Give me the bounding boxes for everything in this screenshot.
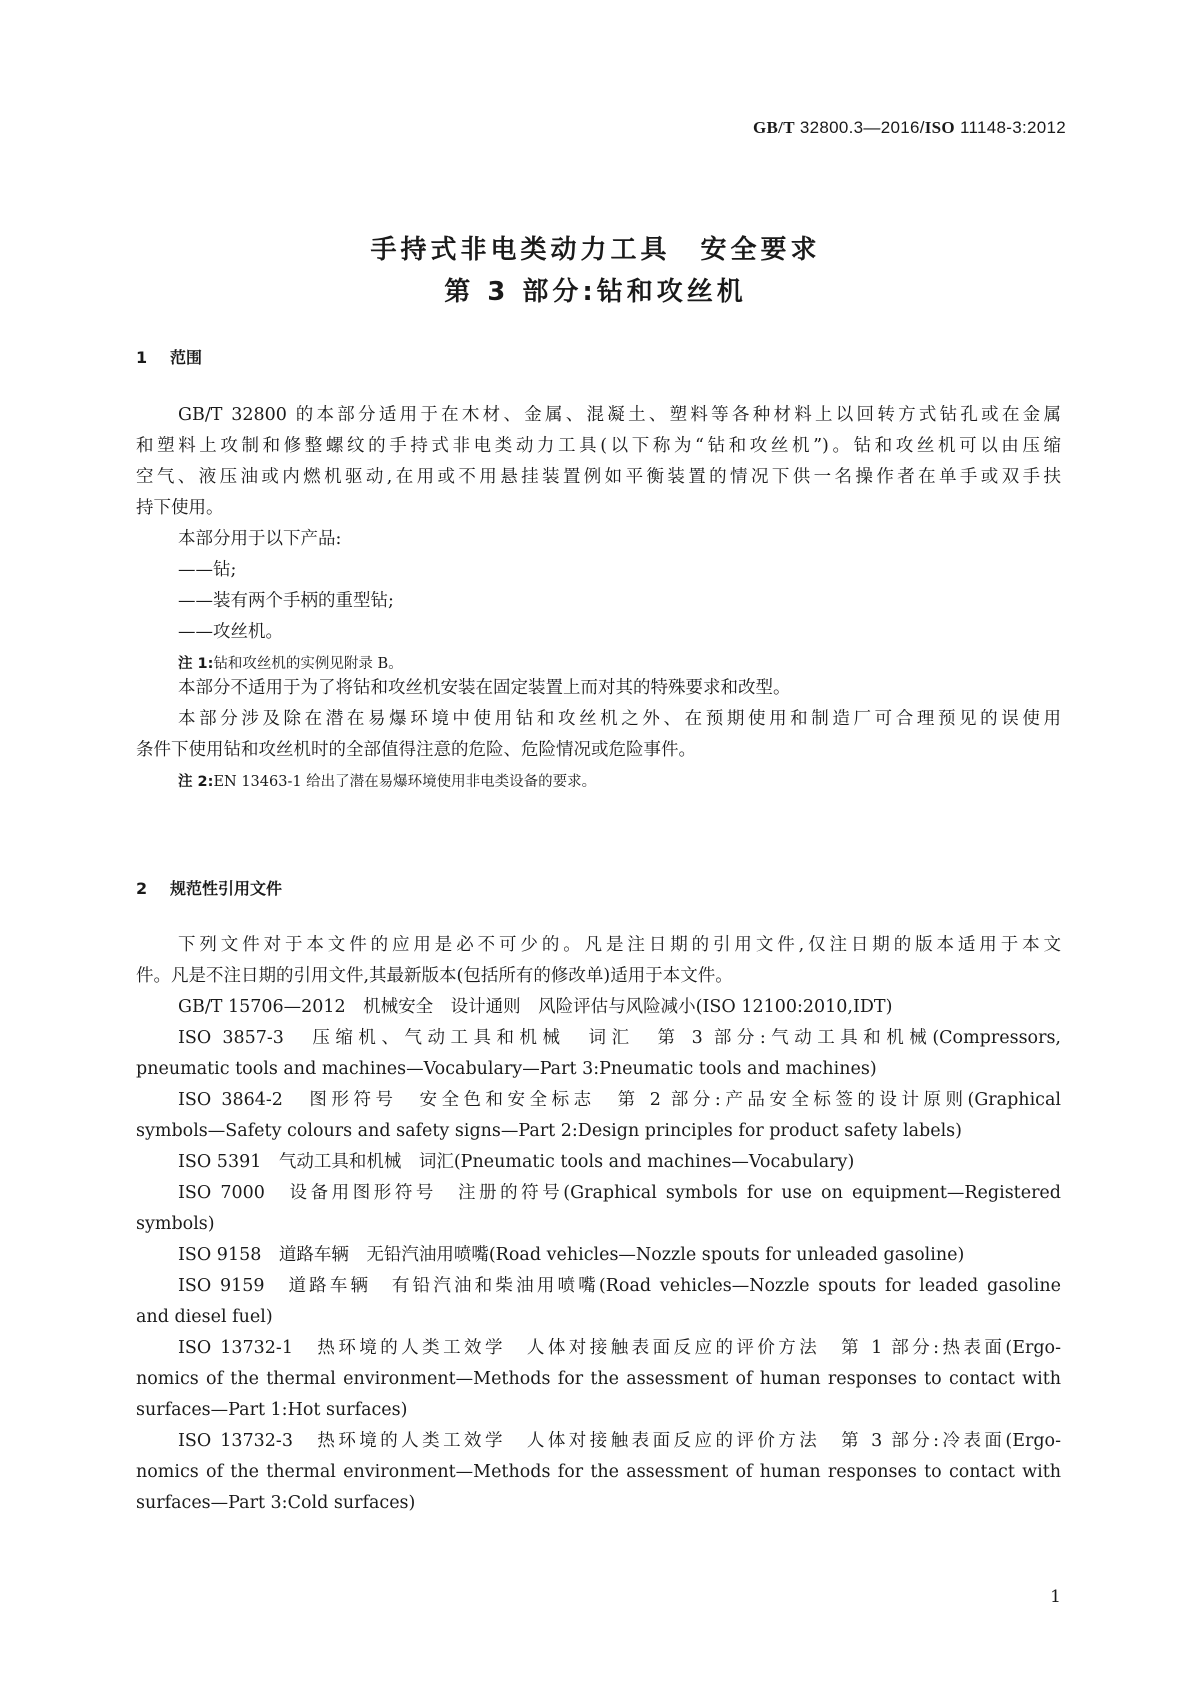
paragraph-line: 和塑料上攻制和修整螺纹的手持式非电类动力工具(以下称为“钻和攻丝机”)。钻和攻丝机可以由压缩 bbox=[136, 436, 1061, 456]
reference-item-cont: surfaces—Part 1:Hot surfaces) bbox=[136, 1400, 408, 1420]
note-label: 注 2: bbox=[178, 774, 214, 790]
reference-item: ISO 13732-3 热环境的人类工效学 人体对接触表面反应的评价方法 第 3 部分:冷表面(Ergo- bbox=[178, 1431, 1061, 1451]
note-2 bbox=[178, 770, 596, 791]
document-code bbox=[753, 118, 1066, 138]
code-prefix: GB/T bbox=[753, 118, 795, 137]
reference-item: ISO 9159 道路车辆 有铅汽油和柴油用喷嘴(Road vehicles—Nozzle spouts for leaded gasoline bbox=[178, 1276, 1061, 1296]
reference-item: ISO 5391 气动工具和机械 词汇(Pneumatic tools and machines—Vocabulary) bbox=[178, 1152, 855, 1172]
reference-item: ISO 13732-1 热环境的人类工效学 人体对接触表面反应的评价方法 第 1 部分:热表面(Ergo- bbox=[178, 1338, 1061, 1358]
paragraph-line: 条件下使用钻和攻丝机时的全部值得注意的危险、危险情况或危险事件。 bbox=[136, 740, 696, 760]
reference-item: ISO 3864-2 图形符号 安全色和安全标志 第 2 部分:产品安全标签的设计原则(Graphical bbox=[178, 1090, 1061, 1110]
reference-item-cont: nomics of the thermal environment—Methods for the assessment of human responses to contact with bbox=[136, 1369, 1061, 1389]
reference-item-cont: nomics of the thermal environment—Methods for the assessment of human responses to contact with bbox=[136, 1462, 1061, 1482]
document-title: 手持式非电类动力工具 安全要求 bbox=[370, 235, 821, 265]
reference-item: ISO 7000 设备用图形符号 注册的符号(Graphical symbols for use on equipment—Registered bbox=[178, 1183, 1061, 1203]
list-item: ——钻; bbox=[178, 560, 237, 580]
section-1-heading bbox=[136, 345, 202, 368]
reference-item: ISO 3857-3 压缩机、气动工具和机械 词汇 第 3 部分:气动工具和机械(Compressors, bbox=[178, 1028, 1061, 1048]
section-number: 2 bbox=[136, 879, 148, 898]
section-number: 1 bbox=[136, 348, 148, 367]
paragraph-line: 空气、液压油或内燃机驱动,在用或不用悬挂装置例如平衡装置的情况下供一名操作者在单手或双手扶 bbox=[136, 467, 1061, 487]
paragraph-line: 本部分不适用于为了将钻和攻丝机安装在固定装置上而对其的特殊要求和改型。 bbox=[178, 678, 791, 698]
list-item: ——装有两个手柄的重型钻; bbox=[178, 591, 394, 611]
code-iso: ISO bbox=[924, 118, 955, 137]
section-title: 范围 bbox=[170, 348, 203, 367]
paragraph-line: GB/T 32800 的本部分适用于在木材、金属、混凝土、塑料等各种材料上以回转方式钻孔或在金属 bbox=[178, 405, 1061, 425]
section-2-heading bbox=[136, 876, 282, 899]
paragraph-line: 本部分涉及除在潜在易爆环境中使用钻和攻丝机之外、在预期使用和制造厂可合理预见的误使用 bbox=[178, 709, 1061, 729]
section-title: 规范性引用文件 bbox=[170, 879, 283, 898]
reference-item-cont: and diesel fuel) bbox=[136, 1307, 273, 1327]
page-number: 1 bbox=[1050, 1587, 1061, 1607]
paragraph-line: 件。凡是不注日期的引用文件,其最新版本(包括所有的修改单)适用于本文件。 bbox=[136, 966, 733, 986]
reference-item-cont: surfaces—Part 3:Cold surfaces) bbox=[136, 1493, 416, 1513]
paragraph-line: 本部分用于以下产品: bbox=[178, 529, 342, 549]
note-1 bbox=[178, 652, 403, 673]
paragraph-line: 持下使用。 bbox=[136, 498, 224, 518]
list-item: ——攻丝机。 bbox=[178, 622, 283, 642]
reference-item-cont: pneumatic tools and machines—Vocabulary—Part 3:Pneumatic tools and machines) bbox=[136, 1059, 877, 1079]
note-text: EN 13463-1 给出了潜在易爆环境使用非电类设备的要求。 bbox=[213, 774, 597, 790]
reference-item: ISO 9158 道路车辆 无铅汽油用喷嘴(Road vehicles—Nozzle spouts for unleaded gasoline) bbox=[178, 1245, 965, 1265]
reference-item-cont: symbols—Safety colours and safety signs—Part 2:Design principles for product safety labels) bbox=[136, 1121, 962, 1141]
code-number: 32800.3—2016/ bbox=[794, 118, 925, 137]
paragraph-line: 下列文件对于本文件的应用是必不可少的。凡是注日期的引用文件,仅注日期的版本适用于本文 bbox=[178, 935, 1061, 955]
reference-item: GB/T 15706—2012 机械安全 设计通则 风险评估与风险减小(ISO 12100:2010,IDT) bbox=[178, 997, 893, 1017]
reference-item-cont: symbols) bbox=[136, 1214, 215, 1234]
note-text: 钻和攻丝机的实例见附录 B。 bbox=[213, 656, 403, 672]
document-subtitle: 第 3 部分:钻和攻丝机 bbox=[444, 277, 747, 307]
code-iso-number: 11148-3:2012 bbox=[954, 118, 1066, 137]
note-label: 注 1: bbox=[178, 656, 214, 672]
